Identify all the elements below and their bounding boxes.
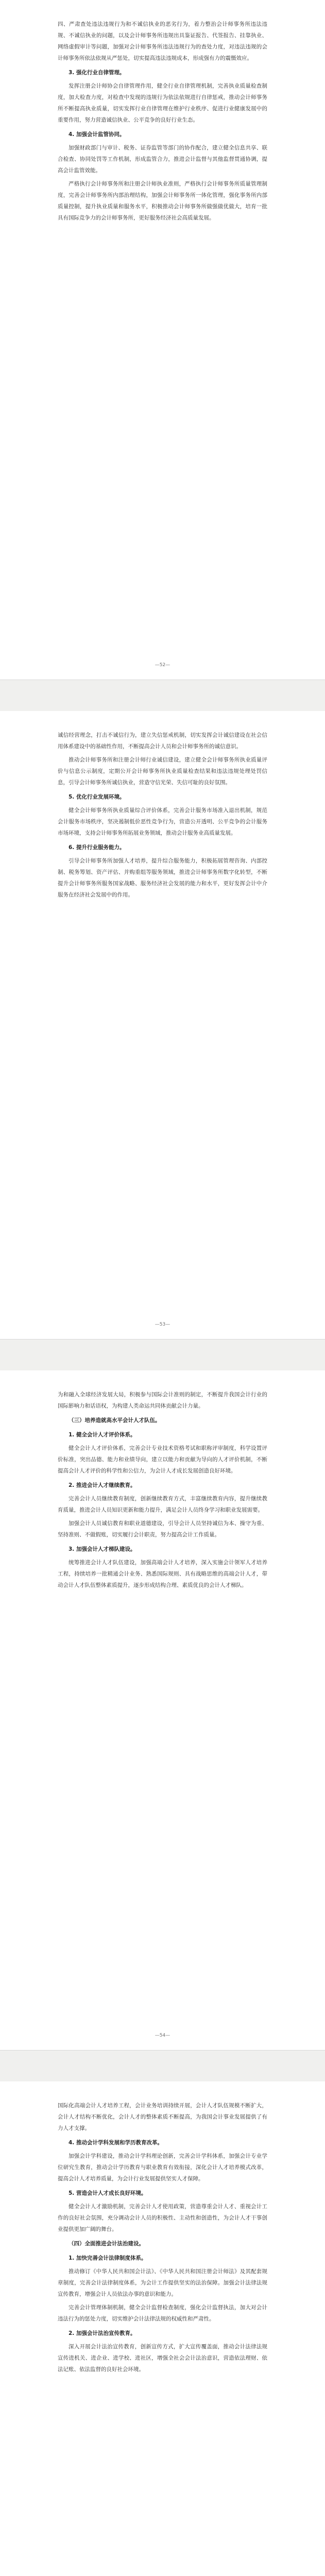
section-heading: 6. 提升行业服务能力。 <box>69 844 125 851</box>
body-paragraph: 为和融入全球经济发展大局，积极参与国际会计准则的制定，不断提升我国会计行业的国际影响力和话语权，为构建人类命运共同体贡献会计力量。 <box>58 1392 267 1409</box>
body-paragraph: 推动会计师事务所和注册会计师行业诚信建设，建立健全会计师事务所执业质量评价与信息公示制度，定期公开会计师事务所执业质量检查结果和违法违规处理处罚信息，引导会计师事务所诚信执业，营造守信光荣、失信可耻的良好氛围。 <box>58 757 267 786</box>
section-heading: 2. 加强会计法治宣传教育。 <box>69 2330 136 2336</box>
body-paragraph: 加强会计学科建设，推动会计学科理论创新，完善会计学科体系，加强会计专业学位研究生教育，推动会计学历教育与职业教育有效衔接，深化会计人才培养模式改革，提高会计人才培养质量，为会计行业发展提供坚实人才保障。 <box>58 2153 267 2182</box>
body-paragraph: 完善会计人员继续教育制度，创新继续教育方式，丰富继续教育内容，提升继续教育质量，推进会计人员知识更新和能力提升，满足会计人员终身学习和职业发展需要。 <box>58 1496 267 1513</box>
section-heading: 5. 优化行业发展环境。 <box>69 794 125 800</box>
body-paragraph: 推动修订《中华人民共和国会计法》、《中华人民共和国注册会计师法》及其配套规章制度，完善会计法律制度体系，为会计工作提供坚实的法治保障。加强会计法律法规宣传教育，增强会计人员依法办事的意识和能力。 <box>58 2268 267 2297</box>
section-heading: 3. 加强会计人才梯队建设。 <box>69 1546 136 1552</box>
document-page <box>0 2081 325 2576</box>
section-heading: 5. 营造会计人才成长良好环境。 <box>69 2190 147 2196</box>
section-heading: 2. 推进会计人才继续教育。 <box>69 1482 136 1488</box>
document-page <box>0 711 325 1340</box>
body-paragraph: 加强会计人员诚信教育和职业道德建设，引导会计人员坚持诚信为本、操守为重、坚持准则、不做假账，切实履行会计职责，努力提高会计工作质量。 <box>58 1520 267 1538</box>
body-paragraph: 健全会计人才激励机制，完善会计人才使用政策，营造尊重会计人才、重视会计工作的良好社会氛围，充分调动会计人员的积极性、主动性和创造性，为会计人才干事创业提供更加广阔的舞台。 <box>58 2204 267 2232</box>
section-heading: （四）全面推进会计法治建设。 <box>69 2241 144 2247</box>
body-paragraph: 加强财政部门与审计、税务、证券监管等部门的协作配合，建立健全信息共享、联合检查、协同处罚等工作机制，形成监管合力，推进会计监督与其他监督贯通协调，提高会计监管效能。 <box>58 145 267 174</box>
body-paragraph: 健全会计师事务所执业质量综合评价体系，完善会计服务市场准入退出机制，规范会计服务市场秩序，坚决遏制低价恶性竞争行为，营造公开透明、公平竞争的会计服务市场环境，支持会计师事务所拓展业务领域，推动会计服务业高质量发展。 <box>58 807 267 836</box>
body-paragraph: 发挥注册会计师协会自律管理作用，健全行业自律管理机制，完善执业质量检查制度，加大检查力度，对检查中发现的违规行为依法依规进行自律惩戒，推动会计师事务所不断提高执业质量，切实发挥行业自律管理在维护行业秩序、促进行业健康发展中的重要作用，努力营造诚信执业、公平竞争的良好行业生态。 <box>58 83 267 123</box>
body-paragraph: 严格执行会计师事务所和注册会计师执业准则，严格执行会计师事务所质量管理制度，完善会计师事务所内部治理结构，加强会计师事务所一体化管理，强化事务所内部质量控制，提升执业质量和服务水平，积极推动会计师事务所做强做优做大，培育一批具有国际竞争力的会计师事务所，更好服务经济社会高质量发展。 <box>58 181 267 221</box>
section-heading: 4. 推动会计学科发展和学历教育改革。 <box>69 2140 163 2146</box>
document-page <box>0 1370 325 2050</box>
body-paragraph: 健全会计人才评价体系，完善会计专业技术资格考试和职称评审制度，科学设置评价标准，突出品德、能力和业绩导向，建立以能力和贡献为导向的人才评价机制，不断提高会计人才评价的科学性和公信力，为会计人才成长发展创造良好环境。 <box>58 1445 267 1474</box>
body-paragraph: 完善会计管理体制机制，健全会计监督检查制度，强化会计监督执法，加大对会计违法行为的惩处力度，切实维护会计法律法规的权威性和严肃性。 <box>58 2304 267 2322</box>
body-paragraph: 深入开展会计法治宣传教育，创新宣传方式，扩大宣传覆盖面，推动会计法律法规宣传进机关、进企业、进学校、进社区，增强全社会会计法治意识，营造依法理财、依法记账、依法监督的良好社会环境。 <box>58 2344 267 2372</box>
page-number: —54— <box>155 2033 170 2038</box>
section-heading: 1. 加快完善会计法律制度体系。 <box>69 2255 147 2261</box>
body-paragraph: 引导会计师事务所加强人才培养，提升综合服务能力，积极拓展管理咨询、内部控制、税务筹划、资产评估、并购重组等服务领域，推进会计师事务所数字化转型，不断提升会计师事务所服务国家战略、服务经济社会发展的能力和水平，更好发挥会计中介服务在经济社会发展中的作用。 <box>58 858 267 898</box>
page-number: —52— <box>155 663 170 668</box>
section-heading: 4. 加强会计监管协同。 <box>69 131 125 138</box>
body-paragraph: 四、严肃查处违法违规行为和不诚信执业的恶劣行为，着力整治会计师事务所违法违规、不诚信执业的问题，以及会计师事务所违规出具鉴证报告、代签报告、挂靠执业、网络虚假审计等问题，加强对会计师事务所违法违规行为的查处力度，对违法违规的会计师事务所依法依规从严惩处，切实提高违法违规成本，形成强有力的震慑效应。 <box>58 21 267 61</box>
document-page <box>0 0 325 680</box>
body-paragraph: 统筹推进会计人才队伍建设，加强高端会计人才培养，深入实施会计领军人才培养工程，持续培养一批精通会计业务、熟悉国际规则、具有战略思维的高端会计人才，带动会计人才队伍整体素质提升，逐步形成结构合理、素质优良的会计人才梯队。 <box>58 1560 267 1588</box>
section-heading: 1. 健全会计人才评价体系。 <box>69 1432 136 1438</box>
body-paragraph: 国际化高端会计人才培养工程，会计业务培训持续开展，会计人才队伍规模不断扩大，会计人才结构不断优化，会计人才的整体素质不断提高，为我国会计事业发展提供了有力人才支撑。 <box>58 2103 267 2131</box>
section-heading: 3. 强化行业自律管理。 <box>69 70 125 76</box>
page-number: —53— <box>155 1322 170 1327</box>
body-paragraph: 诚信经营理念，打击不诚信行为，建立失信惩戒机制，切实发挥会计诚信建设在社会信用体系建设中的基础性作用，不断提高会计人员和会计师事务所的诚信意识。 <box>58 732 267 750</box>
section-heading: （三）培养造就高水平会计人才队伍。 <box>69 1417 161 1423</box>
